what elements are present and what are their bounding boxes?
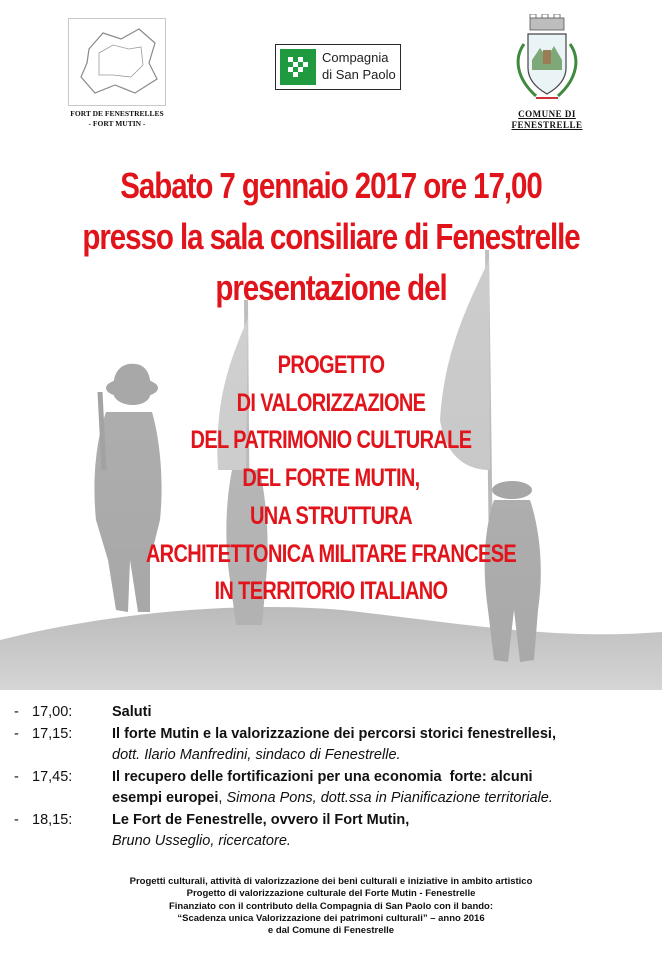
funding-footer [0, 876, 662, 937]
headline-date-line: Sabato 7 gennaio 2017 ore 17,00 [120, 165, 542, 206]
program-title: Le Fort de Fenestrelle, ovvero il Fort Mutin, [112, 811, 410, 828]
project-title-line: DEL PATRIMONIO CULTURALE [190, 426, 472, 455]
csp-checker-icon [280, 49, 316, 85]
program-speaker: Simona Pons, dott.ssa in Pianificazione territoriale. [226, 790, 553, 806]
program-description [112, 767, 654, 810]
footer-line: Finanziato con il contributo della Compagnia di San Paolo con il bando: [168, 900, 494, 912]
program-bullet: - [14, 725, 19, 742]
program-description [112, 724, 654, 767]
fort-caption-line2: - FORT MUTIN - [88, 119, 146, 128]
csp-logo-text [322, 49, 396, 83]
program-time: 17,15: [32, 725, 73, 742]
comune-caption-line2: FENESTRELLE [511, 120, 583, 130]
program-schedule [14, 702, 654, 853]
program-bullet: - [14, 704, 19, 720]
project-title-line: PROGETTO [277, 351, 385, 379]
csp-line1: Compagnia [322, 50, 389, 65]
coat-of-arms-icon [492, 14, 602, 106]
program-speaker: dott. Ilario Manfredini, sindaco di Fenestrelle. [112, 747, 401, 763]
program-item [14, 724, 654, 767]
footer-line: Progetti culturali, attività di valorizzazione dei beni culturali e iniziative in ambito artistico [129, 876, 533, 887]
csp-logo-frame [275, 44, 401, 90]
program-time: 17,00: [32, 704, 73, 720]
headline-presentation-line: presentazione del [215, 267, 447, 308]
fort-mutin-logo [64, 18, 172, 138]
program-title-continued [112, 788, 654, 810]
comune-fenestrelle-logo [492, 14, 602, 134]
fort-logo-caption [60, 109, 174, 129]
footer-line: e dal Comune di Fenestrelle [267, 925, 395, 937]
program-time: 17,45: [32, 768, 73, 785]
project-title-line: IN TERRITORIO ITALIANO [214, 577, 448, 606]
project-title-line: DEL FORTE MUTIN, [242, 464, 420, 493]
fort-outline-icon [68, 18, 166, 106]
comune-logo-caption [492, 109, 602, 131]
comune-caption-line1: COMUNE DI [518, 109, 576, 119]
event-headline [0, 160, 662, 313]
project-title-line: UNA STRUTTURA [249, 501, 413, 530]
project-title-line: DI VALORIZZAZIONE [236, 388, 426, 417]
project-title-line: ARCHITETTONICA MILITARE FRANCESE [145, 539, 517, 568]
program-time: 18,15: [32, 811, 73, 828]
program-item [14, 702, 654, 724]
footer-line: “Scadenza unica Valorizzazione dei patrimoni culturali” – anno 2016 [177, 912, 485, 924]
program-bullet: - [14, 768, 19, 785]
program-item [14, 810, 654, 853]
program-title-part2: esempi europei [112, 790, 219, 806]
compagnia-san-paolo-logo [275, 44, 401, 90]
program-speaker: Bruno Usseglio, ricercatore. [112, 833, 291, 849]
program-separator: , [218, 790, 227, 806]
program-bullet: - [14, 811, 19, 828]
program-title: Saluti [112, 704, 152, 720]
program-description [112, 810, 654, 853]
program-title: Il forte Mutin e la valorizzazione dei percorsi storici fenestrellesi, [112, 725, 556, 742]
project-title [0, 347, 662, 611]
fort-caption-line1: FORT DE FENESTRELLES [70, 109, 164, 118]
headline-venue-line: presso la sala consiliare di Fenestrelle [82, 216, 580, 257]
csp-line2: di San Paolo [322, 67, 396, 82]
program-item [14, 767, 654, 810]
program-title: Il recupero delle fortificazioni per una economia forte: alcuni [112, 768, 533, 785]
footer-line: Progetto di valorizzazione culturale del Forte Mutin - Fenestrelle [186, 888, 476, 900]
